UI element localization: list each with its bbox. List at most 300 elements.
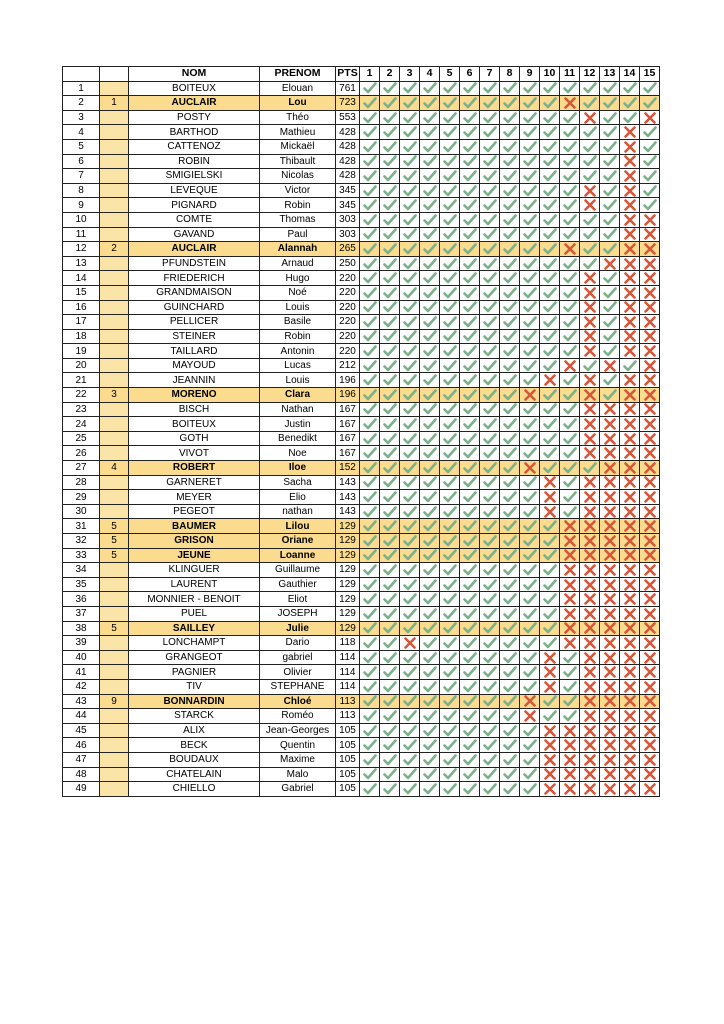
cross-icon [543, 491, 557, 503]
mark-cell-q15 [640, 767, 660, 782]
pts-cell: 303 [336, 212, 360, 227]
mark-cell-q1 [360, 606, 380, 621]
pts-cell: 118 [336, 636, 360, 651]
check-icon [563, 272, 577, 284]
mark-cell-q13 [600, 183, 620, 198]
mark-cell-q7 [480, 96, 500, 111]
mark-cell-q8 [500, 388, 520, 403]
cross-icon [643, 608, 657, 620]
mark-cell-q4 [420, 402, 440, 417]
prenom-cell: gabriel [260, 650, 336, 665]
table-row [63, 679, 660, 694]
check-icon [543, 433, 557, 445]
pts-cell: 105 [336, 782, 360, 797]
rank-cell: 39 [63, 636, 100, 651]
mark-cell-q4 [420, 504, 440, 519]
check-icon [443, 637, 457, 649]
prenom-cell: Lou [260, 96, 336, 111]
check-icon [543, 185, 557, 197]
mark-cell-q1 [360, 534, 380, 549]
mark-cell-q4 [420, 490, 440, 505]
mark-cell-q12 [580, 650, 600, 665]
header-prenom: PRENOM [260, 67, 336, 82]
check-icon [503, 681, 517, 693]
pts-cell: 129 [336, 577, 360, 592]
mark-cell-q9 [520, 548, 540, 563]
mark-cell-q14 [620, 271, 640, 286]
table-row [63, 227, 660, 242]
mark-cell-q1 [360, 315, 380, 330]
check-icon [403, 155, 417, 167]
cross-icon [583, 768, 597, 780]
check-icon [503, 462, 517, 474]
cross-icon [623, 447, 637, 459]
mark-cell-q15 [640, 636, 660, 651]
check-icon [423, 579, 437, 591]
mark-cell-q1 [360, 154, 380, 169]
mark-cell-q1 [360, 709, 380, 724]
check-icon [363, 360, 377, 372]
prenom-cell: Victor [260, 183, 336, 198]
check-icon [463, 549, 477, 561]
mark-cell-q15 [640, 723, 660, 738]
mark-cell-q3 [400, 679, 420, 694]
check-icon [423, 681, 437, 693]
mark-cell-q6 [460, 504, 480, 519]
pts-cell: 220 [336, 329, 360, 344]
rank-cell: 2 [63, 96, 100, 111]
mark-cell-q5 [440, 563, 460, 578]
mark-cell-q6 [460, 475, 480, 490]
mark-cell-q9 [520, 650, 540, 665]
check-icon [603, 301, 617, 313]
mark-cell-q14 [620, 329, 640, 344]
check-icon [443, 462, 457, 474]
mark-cell-q11 [560, 373, 580, 388]
mark-cell-q8 [500, 227, 520, 242]
pts-cell: 129 [336, 519, 360, 534]
check-icon [423, 476, 437, 488]
cross-icon [603, 783, 617, 795]
mark-cell-q5 [440, 402, 460, 417]
table-row [63, 446, 660, 461]
mark-cell-q4 [420, 446, 440, 461]
cross-icon [603, 506, 617, 518]
check-icon [543, 622, 557, 634]
cross-icon [563, 579, 577, 591]
rank-cell: 23 [63, 402, 100, 417]
cross-icon [603, 725, 617, 737]
check-icon [383, 725, 397, 737]
pts-cell: 143 [336, 490, 360, 505]
mark-cell-q15 [640, 782, 660, 797]
mark-cell-q3 [400, 563, 420, 578]
check-icon [363, 258, 377, 270]
mark-cell-q8 [500, 665, 520, 680]
mark-cell-q7 [480, 344, 500, 359]
cross-icon [563, 243, 577, 255]
cross-icon [643, 447, 657, 459]
check-icon [543, 330, 557, 342]
mark-cell-q10 [540, 388, 560, 403]
prenom-cell: Sacha [260, 475, 336, 490]
check-icon [363, 695, 377, 707]
check-icon [483, 433, 497, 445]
check-icon [503, 82, 517, 94]
mark-cell-q14 [620, 504, 640, 519]
mark-cell-q9 [520, 431, 540, 446]
mark-cell-q9 [520, 490, 540, 505]
cross-icon [603, 462, 617, 474]
check-icon [463, 593, 477, 605]
group-cell [100, 256, 129, 271]
nom-cell: VIVOT [129, 446, 260, 461]
check-icon [383, 637, 397, 649]
mark-cell-q15 [640, 125, 660, 140]
nom-cell: GRISON [129, 534, 260, 549]
cross-icon [563, 754, 577, 766]
cross-icon [623, 754, 637, 766]
check-icon [523, 579, 537, 591]
cross-icon [643, 768, 657, 780]
check-icon [543, 535, 557, 547]
cross-icon [583, 593, 597, 605]
mark-cell-q4 [420, 534, 440, 549]
group-cell [100, 81, 129, 96]
mark-cell-q10 [540, 650, 560, 665]
mark-cell-q1 [360, 242, 380, 257]
check-icon [523, 476, 537, 488]
check-icon [483, 462, 497, 474]
cross-icon [583, 549, 597, 561]
check-icon [523, 637, 537, 649]
cross-icon [563, 360, 577, 372]
mark-cell-q15 [640, 475, 660, 490]
check-icon [603, 287, 617, 299]
mark-cell-q6 [460, 650, 480, 665]
prenom-cell: Basile [260, 315, 336, 330]
mark-cell-q3 [400, 636, 420, 651]
mark-cell-q15 [640, 431, 660, 446]
pts-cell: 129 [336, 548, 360, 563]
check-icon [403, 520, 417, 532]
mark-cell-q8 [500, 738, 520, 753]
header-q2: 2 [380, 67, 400, 82]
mark-cell-q4 [420, 81, 440, 96]
pts-cell: 143 [336, 504, 360, 519]
mark-cell-q13 [600, 300, 620, 315]
cross-icon [583, 681, 597, 693]
check-icon [523, 622, 537, 634]
nom-cell: GRANDMAISON [129, 285, 260, 300]
check-icon [563, 185, 577, 197]
check-icon [523, 185, 537, 197]
check-icon [383, 476, 397, 488]
mark-cell-q12 [580, 563, 600, 578]
mark-cell-q7 [480, 752, 500, 767]
mark-cell-q5 [440, 461, 460, 476]
check-icon [443, 433, 457, 445]
check-icon [383, 170, 397, 182]
cross-icon [603, 710, 617, 722]
mark-cell-q9 [520, 709, 540, 724]
mark-cell-q7 [480, 227, 500, 242]
mark-cell-q7 [480, 212, 500, 227]
check-icon [363, 666, 377, 678]
check-icon [443, 418, 457, 430]
check-icon [503, 768, 517, 780]
check-icon [403, 593, 417, 605]
check-icon [563, 389, 577, 401]
table-row [63, 577, 660, 592]
header-q7: 7 [480, 67, 500, 82]
cross-icon [623, 418, 637, 430]
mark-cell-q15 [640, 110, 660, 125]
mark-cell-q7 [480, 563, 500, 578]
mark-cell-q4 [420, 315, 440, 330]
table-row [63, 81, 660, 96]
mark-cell-q7 [480, 767, 500, 782]
check-icon [543, 593, 557, 605]
mark-cell-q3 [400, 519, 420, 534]
mark-cell-q12 [580, 212, 600, 227]
mark-cell-q2 [380, 110, 400, 125]
mark-cell-q12 [580, 548, 600, 563]
mark-cell-q4 [420, 373, 440, 388]
cross-icon [623, 433, 637, 445]
mark-cell-q3 [400, 752, 420, 767]
mark-cell-q6 [460, 96, 480, 111]
mark-cell-q14 [620, 388, 640, 403]
cross-icon [603, 754, 617, 766]
cross-icon [583, 272, 597, 284]
mark-cell-q3 [400, 285, 420, 300]
cross-icon [623, 783, 637, 795]
nom-cell: MEYER [129, 490, 260, 505]
check-icon [403, 783, 417, 795]
mark-cell-q14 [620, 169, 640, 184]
mark-cell-q14 [620, 81, 640, 96]
mark-cell-q9 [520, 110, 540, 125]
mark-cell-q10 [540, 285, 560, 300]
mark-cell-q2 [380, 490, 400, 505]
mark-cell-q13 [600, 504, 620, 519]
check-icon [563, 228, 577, 240]
check-icon [423, 82, 437, 94]
check-icon [463, 82, 477, 94]
mark-cell-q10 [540, 271, 560, 286]
check-icon [543, 155, 557, 167]
table-row [63, 417, 660, 432]
check-icon [383, 155, 397, 167]
mark-cell-q8 [500, 475, 520, 490]
check-icon [403, 491, 417, 503]
pts-cell: 105 [336, 738, 360, 753]
check-icon [483, 520, 497, 532]
mark-cell-q15 [640, 504, 660, 519]
check-icon [503, 199, 517, 211]
check-icon [443, 258, 457, 270]
cross-icon [623, 579, 637, 591]
header-q5: 5 [440, 67, 460, 82]
mark-cell-q11 [560, 577, 580, 592]
cross-icon [643, 214, 657, 226]
nom-cell: ROBIN [129, 154, 260, 169]
mark-cell-q2 [380, 256, 400, 271]
check-icon [543, 345, 557, 357]
mark-cell-q5 [440, 767, 460, 782]
mark-cell-q2 [380, 534, 400, 549]
mark-cell-q5 [440, 519, 460, 534]
mark-cell-q5 [440, 300, 460, 315]
rank-cell: 21 [63, 373, 100, 388]
check-icon [383, 652, 397, 664]
rank-cell: 36 [63, 592, 100, 607]
check-icon [443, 287, 457, 299]
mark-cell-q6 [460, 329, 480, 344]
mark-cell-q6 [460, 606, 480, 621]
nom-cell: LAURENT [129, 577, 260, 592]
header-group [100, 67, 129, 82]
mark-cell-q1 [360, 782, 380, 797]
check-icon [403, 622, 417, 634]
group-cell [100, 110, 129, 125]
group-cell [100, 417, 129, 432]
check-icon [363, 287, 377, 299]
mark-cell-q8 [500, 300, 520, 315]
check-icon [483, 258, 497, 270]
pts-cell: 345 [336, 183, 360, 198]
check-icon [483, 608, 497, 620]
check-icon [463, 316, 477, 328]
mark-cell-q8 [500, 373, 520, 388]
mark-cell-q11 [560, 606, 580, 621]
check-icon [403, 316, 417, 328]
prenom-cell: Maxime [260, 752, 336, 767]
group-cell [100, 446, 129, 461]
mark-cell-q3 [400, 490, 420, 505]
check-icon [603, 374, 617, 386]
mark-cell-q4 [420, 519, 440, 534]
table-row [63, 256, 660, 271]
mark-cell-q7 [480, 636, 500, 651]
mark-cell-q6 [460, 169, 480, 184]
check-icon [583, 97, 597, 109]
check-icon [383, 272, 397, 284]
check-icon [543, 199, 557, 211]
mark-cell-q2 [380, 782, 400, 797]
cross-icon [583, 579, 597, 591]
mark-cell-q12 [580, 446, 600, 461]
mark-cell-q12 [580, 723, 600, 738]
nom-cell: CHATELAIN [129, 767, 260, 782]
header-q15: 15 [640, 67, 660, 82]
mark-cell-q14 [620, 358, 640, 373]
mark-cell-q1 [360, 183, 380, 198]
mark-cell-q14 [620, 679, 640, 694]
pts-cell: 114 [336, 665, 360, 680]
table-row [63, 475, 660, 490]
mark-cell-q4 [420, 154, 440, 169]
cross-icon [543, 725, 557, 737]
check-icon [383, 82, 397, 94]
mark-cell-q8 [500, 592, 520, 607]
check-icon [423, 447, 437, 459]
check-icon [423, 199, 437, 211]
mark-cell-q2 [380, 125, 400, 140]
pts-cell: 196 [336, 373, 360, 388]
table-row [63, 315, 660, 330]
check-icon [383, 301, 397, 313]
check-icon [403, 170, 417, 182]
rank-cell: 18 [63, 329, 100, 344]
mark-cell-q5 [440, 665, 460, 680]
mark-cell-q1 [360, 519, 380, 534]
group-cell [100, 709, 129, 724]
check-icon [423, 185, 437, 197]
group-cell [100, 504, 129, 519]
mark-cell-q14 [620, 621, 640, 636]
cross-icon [403, 637, 417, 649]
mark-cell-q11 [560, 461, 580, 476]
mark-cell-q15 [640, 548, 660, 563]
pts-cell: 723 [336, 96, 360, 111]
check-icon [503, 506, 517, 518]
mark-cell-q8 [500, 256, 520, 271]
cross-icon [583, 287, 597, 299]
rank-cell: 40 [63, 650, 100, 665]
check-icon [503, 520, 517, 532]
group-cell [100, 665, 129, 680]
check-icon [583, 360, 597, 372]
cross-icon [563, 97, 577, 109]
cross-icon [523, 462, 537, 474]
mark-cell-q3 [400, 344, 420, 359]
mark-cell-q12 [580, 490, 600, 505]
check-icon [383, 681, 397, 693]
mark-cell-q7 [480, 504, 500, 519]
pts-cell: 129 [336, 621, 360, 636]
check-icon [383, 739, 397, 751]
cross-icon [603, 360, 617, 372]
check-icon [483, 214, 497, 226]
check-icon [483, 403, 497, 415]
prenom-cell: JOSEPH [260, 606, 336, 621]
mark-cell-q3 [400, 373, 420, 388]
mark-cell-q2 [380, 461, 400, 476]
mark-cell-q14 [620, 125, 640, 140]
check-icon [383, 403, 397, 415]
mark-cell-q1 [360, 621, 380, 636]
mark-cell-q3 [400, 665, 420, 680]
check-icon [483, 82, 497, 94]
group-cell [100, 344, 129, 359]
check-icon [363, 418, 377, 430]
mark-cell-q15 [640, 285, 660, 300]
cross-icon [643, 433, 657, 445]
mark-cell-q6 [460, 767, 480, 782]
mark-cell-q14 [620, 227, 640, 242]
mark-cell-q4 [420, 679, 440, 694]
mark-cell-q4 [420, 563, 440, 578]
rank-cell: 41 [63, 665, 100, 680]
check-icon [363, 214, 377, 226]
mark-cell-q11 [560, 679, 580, 694]
check-icon [463, 418, 477, 430]
pts-cell: 761 [336, 81, 360, 96]
mark-cell-q14 [620, 373, 640, 388]
mark-cell-q7 [480, 490, 500, 505]
